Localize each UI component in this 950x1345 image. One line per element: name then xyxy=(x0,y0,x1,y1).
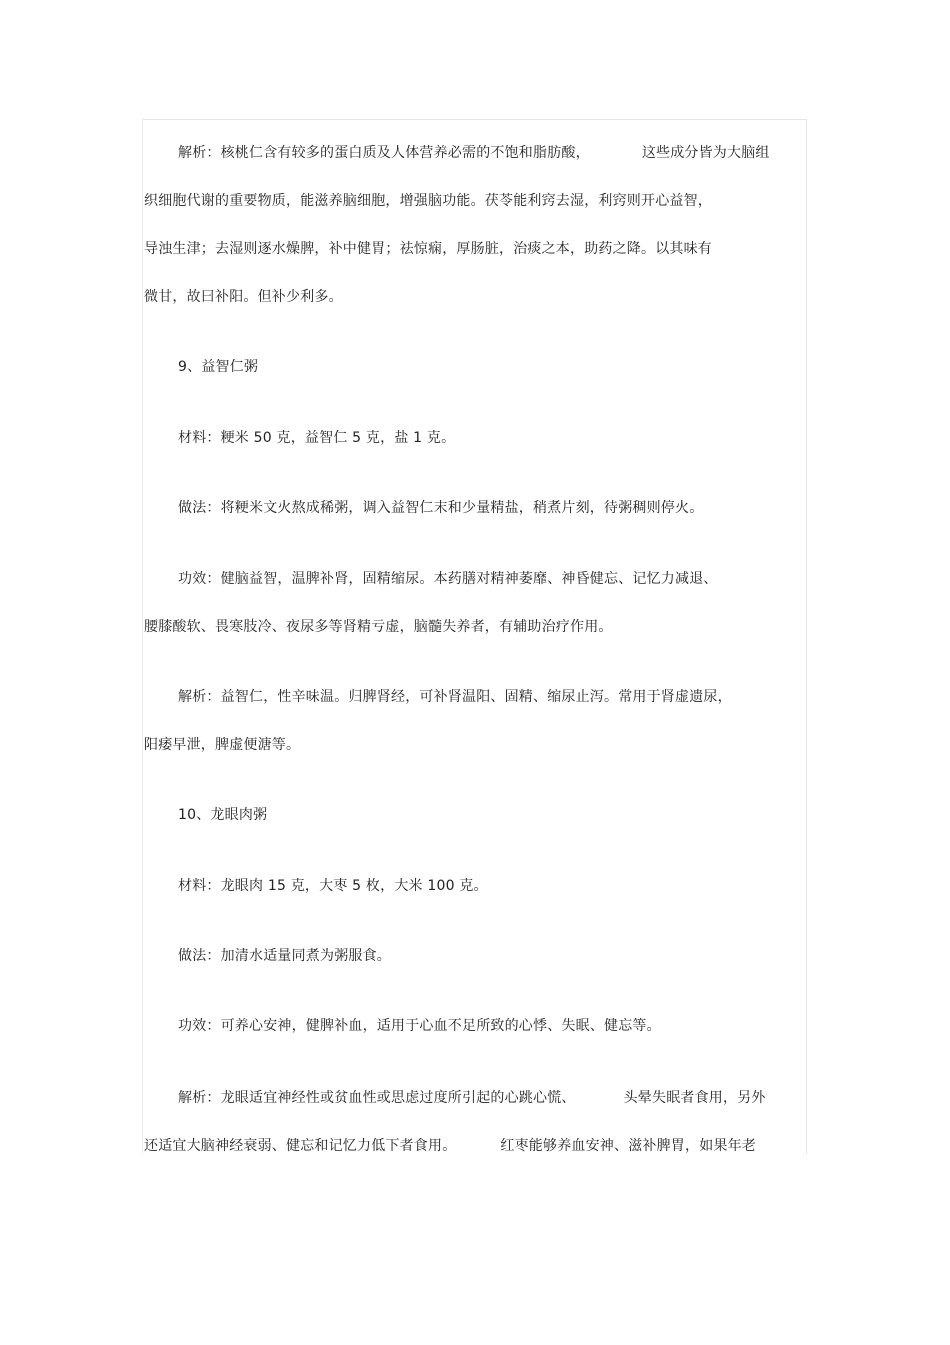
text-run: 还适宜大脑神经衰弱、健忘和记忆力低下者食用。 xyxy=(144,1138,457,1154)
text-run: 解析：龙眼适宜神经性或贫血性或思虑过度所引起的心跳心慌、 xyxy=(178,1090,576,1106)
recipe-materials: 材料：龙眼肉 15 克，大枣 5 枚，大米 100 克。 xyxy=(178,878,488,894)
recipe-materials: 材料：粳米 50 克，益智仁 5 克，盐 1 克。 xyxy=(178,430,456,446)
paragraph-line: 微甘，故曰补阳。但补少利多。 xyxy=(144,289,343,305)
text-run: 红枣能够养血安神、滋补脾胃，如果年老 xyxy=(500,1138,757,1154)
recipe-analysis xyxy=(178,1088,806,1108)
recipe-analysis: 阳痿早泄，脾虚便溏等。 xyxy=(144,737,301,753)
paragraph-line: 织细胞代谢的重要物质，能滋养脑细胞，增强脑功能。茯苓能利窍去湿，利窍则开心益智， xyxy=(144,193,712,209)
recipe-effect: 功效：可养心安神，健脾补血，适用于心血不足所致的心悸、失眠、健忘等。 xyxy=(178,1018,661,1034)
paragraph-line: 导浊生津；去湿则逐水燥脾，补中健胃；祛惊痫，厚肠脏，治痰之本，助药之降。以其味有 xyxy=(144,241,712,257)
recipe-method: 做法：加清水适量同煮为粥服食。 xyxy=(178,948,391,964)
recipe-method: 做法：将粳米文火熬成稀粥，调入益智仁末和少量精盐，稍煮片刻，待粥稠则停火。 xyxy=(178,500,704,516)
recipe-effect: 功效：健脑益智，温脾补肾，固精缩尿。本药膳对精神萎靡、神昏健忘、记忆力减退、 xyxy=(178,571,718,587)
recipe-heading: 10、龙眼肉粥 xyxy=(178,807,268,823)
recipe-heading: 9、益智仁粥 xyxy=(178,359,259,375)
recipe-effect: 腰膝酸软、畏寒肢冷、夜尿多等肾精亏虚，脑髓失养者，有辅助治疗作用。 xyxy=(144,619,613,635)
recipe-analysis: 解析：益智仁，性辛味温。归脾肾经，可补肾温阳、固精、缩尿止泻。常用于肾虚遗尿， xyxy=(178,689,732,705)
text-run: 头晕失眠者食用，另外 xyxy=(623,1090,766,1106)
paragraph-line xyxy=(178,143,806,163)
text-run: 解析：核桃仁含有较多的蛋白质及人体营养必需的不饱和脂肪酸， xyxy=(178,145,590,161)
text-run: 这些成分皆为大脑组 xyxy=(641,145,770,161)
recipe-analysis xyxy=(144,1136,806,1156)
